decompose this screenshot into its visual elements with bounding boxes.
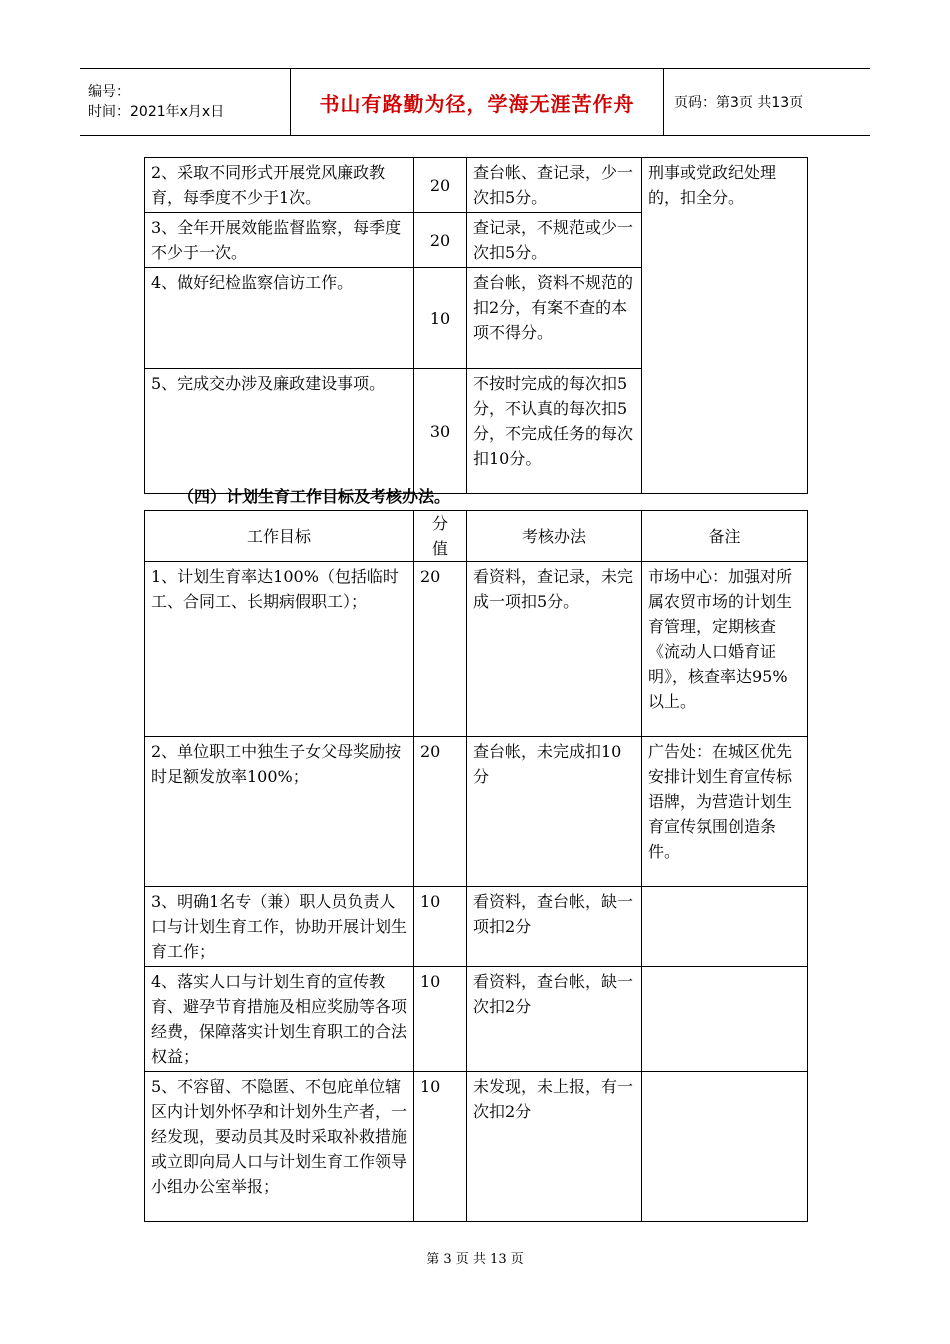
discipline-table xyxy=(144,157,808,494)
table-cell-score: 20 xyxy=(414,213,467,268)
table-cell-score: 10 xyxy=(414,967,467,1072)
table-cell-note xyxy=(642,967,808,1072)
table-cell-method: 查台帐、查记录，少一次扣5分。 xyxy=(467,158,642,213)
table-cell-goal: 5、不容留、不隐匿、不包庇单位辖区内计划外怀孕和计划外生产者，一经发现，要动员其及时采取补救措施或立即向局人口与计划生育工作领导小组办公室举报； xyxy=(145,1072,414,1222)
table-row xyxy=(145,887,808,967)
table-cell-score: 10 xyxy=(414,268,467,369)
column-header-note: 备注 xyxy=(642,511,808,562)
table-cell-score: 20 xyxy=(414,737,467,887)
table-row xyxy=(145,1072,808,1222)
table-cell-score: 20 xyxy=(414,158,467,213)
column-header-goal: 工作目标 xyxy=(145,511,414,562)
column-header-method: 考核办法 xyxy=(467,511,642,562)
table-row xyxy=(145,562,808,737)
table-cell-note: 市场中心：加强对所属农贸市场的计划生育管理，定期核查《流动人口婚育证明》，核查率达95%以上。 xyxy=(642,562,808,737)
table-row xyxy=(145,737,808,887)
table-cell-score: 30 xyxy=(414,369,467,494)
table-cell-method: 看资料，查记录，未完成一项扣5分。 xyxy=(467,562,642,737)
table-cell-method: 查台帐，未完成扣10分 xyxy=(467,737,642,887)
table-cell-note: 刑事或党政纪处理的，扣全分。 xyxy=(642,158,808,494)
table-cell-goal: 3、全年开展效能监督监察，每季度不少于一次。 xyxy=(145,213,414,268)
table-cell-method: 看资料，查台帐，缺一项扣2分 xyxy=(467,887,642,967)
table-cell-method: 看资料，查台帐，缺一次扣2分 xyxy=(467,967,642,1072)
table-cell-goal: 2、采取不同形式开展党风廉政教育，每季度不少于1次。 xyxy=(145,158,414,213)
table-cell-note: 广告处：在城区优先安排计划生育宣传标语牌，为营造计划生育宣传氛围创造条件。 xyxy=(642,737,808,887)
header-page-label: 页码：第3页 共13页 xyxy=(664,69,871,136)
table-cell-note xyxy=(642,887,808,967)
table-cell-note xyxy=(642,1072,808,1222)
table-cell-method: 查台帐，资料不规范的扣2分，有案不查的本项不得分。 xyxy=(467,268,642,369)
header-motto: 书山有路勤为径，学海无涯苦作舟 xyxy=(291,69,664,136)
table-cell-goal: 2、单位职工中独生子女父母奖励按时足额发放率100%； xyxy=(145,737,414,887)
number-label: 编号： xyxy=(88,84,130,100)
table-cell-goal: 1、计划生育率达100%（包括临时工、合同工、长期病假职工）； xyxy=(145,562,414,737)
table-row xyxy=(145,967,808,1072)
family-planning-table xyxy=(144,510,808,1222)
table-cell-score: 10 xyxy=(414,1072,467,1222)
table-cell-method: 查记录，不规范或少一次扣5分。 xyxy=(467,213,642,268)
table-cell-score: 20 xyxy=(414,562,467,737)
table-cell-score: 10 xyxy=(414,887,467,967)
time-label: 时间：2021年x月x日 xyxy=(88,104,225,120)
table-cell-method: 未发现，未上报，有一次扣2分 xyxy=(467,1072,642,1222)
page-footer: 第 3 页 共 13 页 xyxy=(426,1252,524,1267)
table-cell-goal: 4、做好纪检监察信访工作。 xyxy=(145,268,414,369)
page-header xyxy=(80,68,870,136)
table-cell-goal: 5、完成交办涉及廉政建设事项。 xyxy=(145,369,414,494)
table-cell-goal: 4、落实人口与计划生育的宣传教育、避孕节育措施及相应奖励等各项经费，保障落实计划生育职工的合法权益； xyxy=(145,967,414,1072)
column-header-score: 分值 xyxy=(414,511,467,562)
table-cell-goal: 3、明确1名专（兼）职人员负责人口与计划生育工作，协助开展计划生育工作； xyxy=(145,887,414,967)
section-title: （四）计划生育工作目标及考核办法。 xyxy=(178,487,451,506)
table-cell-method: 不按时完成的每次扣5分，不认真的每次扣5分，不完成任务的每次扣10分。 xyxy=(467,369,642,494)
header-left xyxy=(80,69,291,136)
